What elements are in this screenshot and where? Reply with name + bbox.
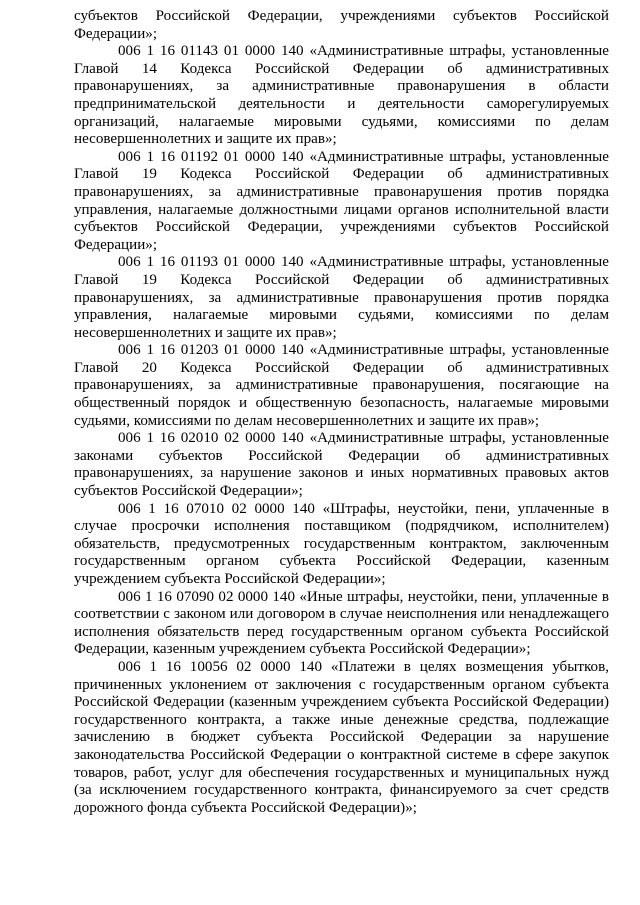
- paragraph-code-10056: 006 1 16 10056 02 0000 140 «Платежи в целях возмещения убытков, причиненных уклонением от заключения с государственным органом субъекта Российской Федерации (казенным учреждением субъекта Российской Федерации) государственного контракта, а также иные денежные средства, подлежащие зачислению в бюджет субъекта Российской Федерации за нарушение законодательства Российской Федерации о контрактной системе в сфере закупок товаров, работ, услуг для обеспечения государственных и муниципальных нужд (за исключением государственного контракта, финансируемого за счет средств дорожного фонда субъекта Российской Федерации)»;: [74, 658, 609, 816]
- paragraph-code-01192: 006 1 16 01192 01 0000 140 «Административные штрафы, установленные Главой 19 Кодекса Российской Федерации об административных правонарушениях, за административные правонарушения против порядка управления, налагаемые должностными лицами органов исполнительной власти субъектов Российской Федерации, учреждениями субъектов Российской Федерации»;: [74, 148, 609, 253]
- paragraph-code-01193: 006 1 16 01193 01 0000 140 «Административные штрафы, установленные Главой 19 Кодекса Российской Федерации об административных правонарушениях, за административные правонарушения против порядка управления, налагаемые мировыми судьями, комиссиями по делам несовершеннолетних и защите их прав»;: [74, 254, 609, 341]
- paragraph-continuation: субъектов Российской Федерации, учреждениями субъектов Российской Федерации»;: [74, 8, 609, 42]
- document-page: [74, 8, 609, 817]
- paragraph-code-07090: 006 1 16 07090 02 0000 140 «Иные штрафы, неустойки, пени, уплаченные в соответствии с законом или договором в случае неисполнения или ненадлежащего исполнения обязательств перед государственным органом субъекта Российской Федерации, казенным учреждением субъекта Российской Федерации»;: [74, 588, 609, 658]
- paragraph-code-01143: 006 1 16 01143 01 0000 140 «Административные штрафы, установленные Главой 14 Кодекса Российской Федерации об административных правонарушениях, за административные правонарушения в области предпринимательской деятельности и деятельности саморегулируемых организаций, налагаемые мировыми судьями, комиссиями по делам несовершеннолетних и защите их прав»;: [74, 43, 609, 148]
- paragraph-code-07010: 006 1 16 07010 02 0000 140 «Штрафы, неустойки, пени, уплаченные в случае просрочки исполнения поставщиком (подрядчиком, исполнителем) обязательств, предусмотренных государственным контрактом, заключенным государственным органом субъекта Российской Федерации, казенным учреждением субъекта Российской Федерации»;: [74, 500, 609, 587]
- paragraph-code-02010: 006 1 16 02010 02 0000 140 «Административные штрафы, установленные законами субъектов Российской Федерации об административных правонарушениях, за нарушение законов и иных нормативных правовых актов субъектов Российской Федерации»;: [74, 430, 609, 500]
- paragraph-code-01203: 006 1 16 01203 01 0000 140 «Административные штрафы, установленные Главой 20 Кодекса Российской Федерации об административных правонарушениях, за административные правонарушения, посягающие на общественный порядок и общественную безопасность, налагаемые мировыми судьями, комиссиями по делам несовершеннолетних и защите их прав»;: [74, 342, 609, 429]
